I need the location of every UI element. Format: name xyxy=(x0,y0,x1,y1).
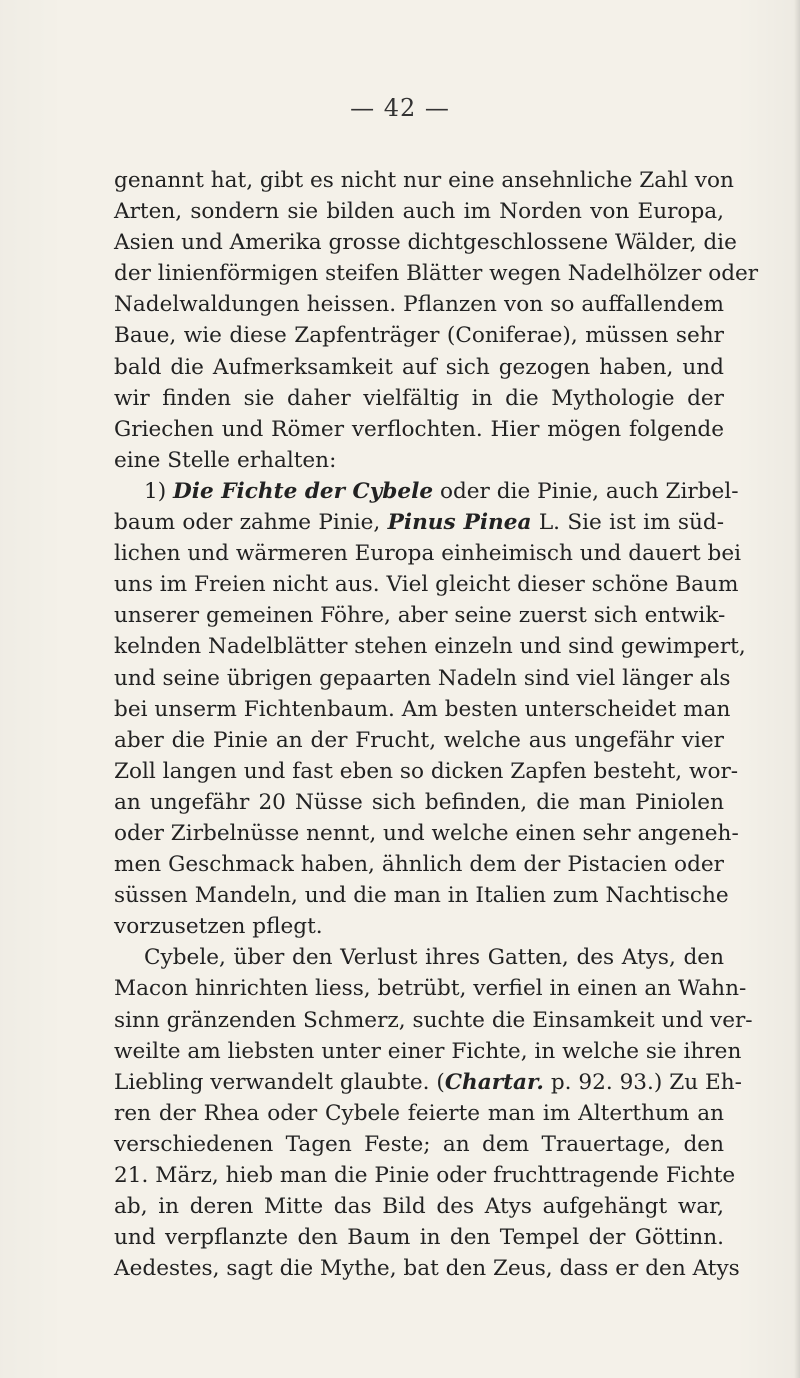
text-line xyxy=(114,476,739,507)
text-line: verschiedenen Tagen Feste; an dem Trauertage, den xyxy=(114,1131,724,1157)
text-line: Nadelwaldungen heissen. Pflanzen von so auffallendem xyxy=(114,292,724,318)
text-line xyxy=(114,1067,742,1098)
text-line: Baue, wie diese Zapfenträger (Coniferae), müssen sehr xyxy=(114,323,724,349)
text-line: Arten, sondern sie bilden auch im Norden von Europa, xyxy=(114,199,724,225)
text-line: und verpflanzte den Baum in den Tempel der Göttinn. xyxy=(114,1225,724,1251)
text-line: men Geschmack haben, ähnlich dem der Pistacien oder xyxy=(114,852,724,878)
text-line: lichen und wärmeren Europa einheimisch und dauert bei xyxy=(114,541,741,567)
text-line: Zoll langen und fast eben so dicken Zapfen besteht, wor- xyxy=(114,758,739,784)
text-line: ab, in deren Mitte das Bild des Atys aufgehängt war, xyxy=(114,1194,724,1220)
text-line: bald die Aufmerksamkeit auf sich gezogen haben, und xyxy=(114,354,724,380)
text-line: unserer gemeinen Föhre, aber seine zuerst sich entwik- xyxy=(114,603,726,629)
text-line: oder Zirbelnüsse nennt, und welche einen sehr angeneh- xyxy=(114,820,739,846)
text-segment: oder die Pinie, auch Zirbel- xyxy=(433,478,739,504)
text-line: der linienförmigen steifen Blätter wegen Nadelhölzer oder xyxy=(114,261,759,287)
text-line: ren der Rhea oder Cybele feierte man im Alterthum an xyxy=(114,1100,724,1126)
emphasis-text: Chartar. xyxy=(444,1069,544,1095)
text-segment: L. Sie ist im süd- xyxy=(531,510,724,536)
text-line: eine Stelle erhalten: xyxy=(114,447,337,473)
emphasis-text: Pinus Pinea xyxy=(387,510,532,536)
text-line: Griechen und Römer verflochten. Hier mögen folgende xyxy=(114,416,724,442)
text-line: wir finden sie daher vielfältig in die Mythologie der xyxy=(114,385,724,411)
page-number: — 42 — xyxy=(350,94,450,122)
text-line: Aedestes, sagt die Mythe, bat den Zeus, dass er den Atys xyxy=(114,1256,740,1282)
body-text xyxy=(114,165,759,1284)
text-line: bei unserm Fichtenbaum. Am besten unterscheidet man xyxy=(114,696,731,722)
text-line: sinn gränzenden Schmerz, suchte die Einsamkeit und ver- xyxy=(114,1007,753,1033)
text-segment: 1) xyxy=(144,478,174,504)
text-line: 21. März, hieb man die Pinie oder fruchttragende Fichte xyxy=(114,1163,736,1188)
text-line: vorzusetzen pflegt. xyxy=(114,914,323,940)
text-segment: Liebling verwandelt glaubte. ( xyxy=(114,1069,445,1095)
text-line: genannt hat, gibt es nicht nur eine ansehnliche Zahl von xyxy=(114,168,734,193)
text-line: aber die Pinie an der Frucht, welche aus ungefähr vier xyxy=(114,727,724,753)
text-line: Asien und Amerika grosse dichtgeschlossene Wälder, die xyxy=(114,230,737,256)
text-segment: baum oder zahme Pinie, xyxy=(114,510,388,536)
text-line: süssen Mandeln, und die man in Italien zum Nachtische xyxy=(114,883,729,909)
text-line: uns im Freien nicht aus. Viel gleicht dieser schöne Baum xyxy=(114,572,739,598)
text-line: Macon hinrichten liess, betrübt, verfiel in einen an Wahn- xyxy=(114,976,747,1002)
text-segment: p. 92. 93.) Zu Eh- xyxy=(543,1069,742,1095)
text-line: kelnden Nadelblätter stehen einzeln und sind gewimpert, xyxy=(114,634,746,660)
page-edge-shadow xyxy=(794,0,800,1378)
text-line xyxy=(114,507,724,538)
text-line: an ungefähr 20 Nüsse sich befinden, die man Piniolen xyxy=(114,789,724,815)
text-line: Cybele, über den Verlust ihres Gatten, des Atys, den xyxy=(144,945,724,971)
emphasis-text: Die Fichte der Cybele xyxy=(173,478,434,504)
text-line: und seine übrigen gepaarten Nadeln sind viel länger als xyxy=(114,665,731,691)
text-line: weilte am liebsten unter einer Fichte, in welche sie ihren xyxy=(114,1038,742,1064)
